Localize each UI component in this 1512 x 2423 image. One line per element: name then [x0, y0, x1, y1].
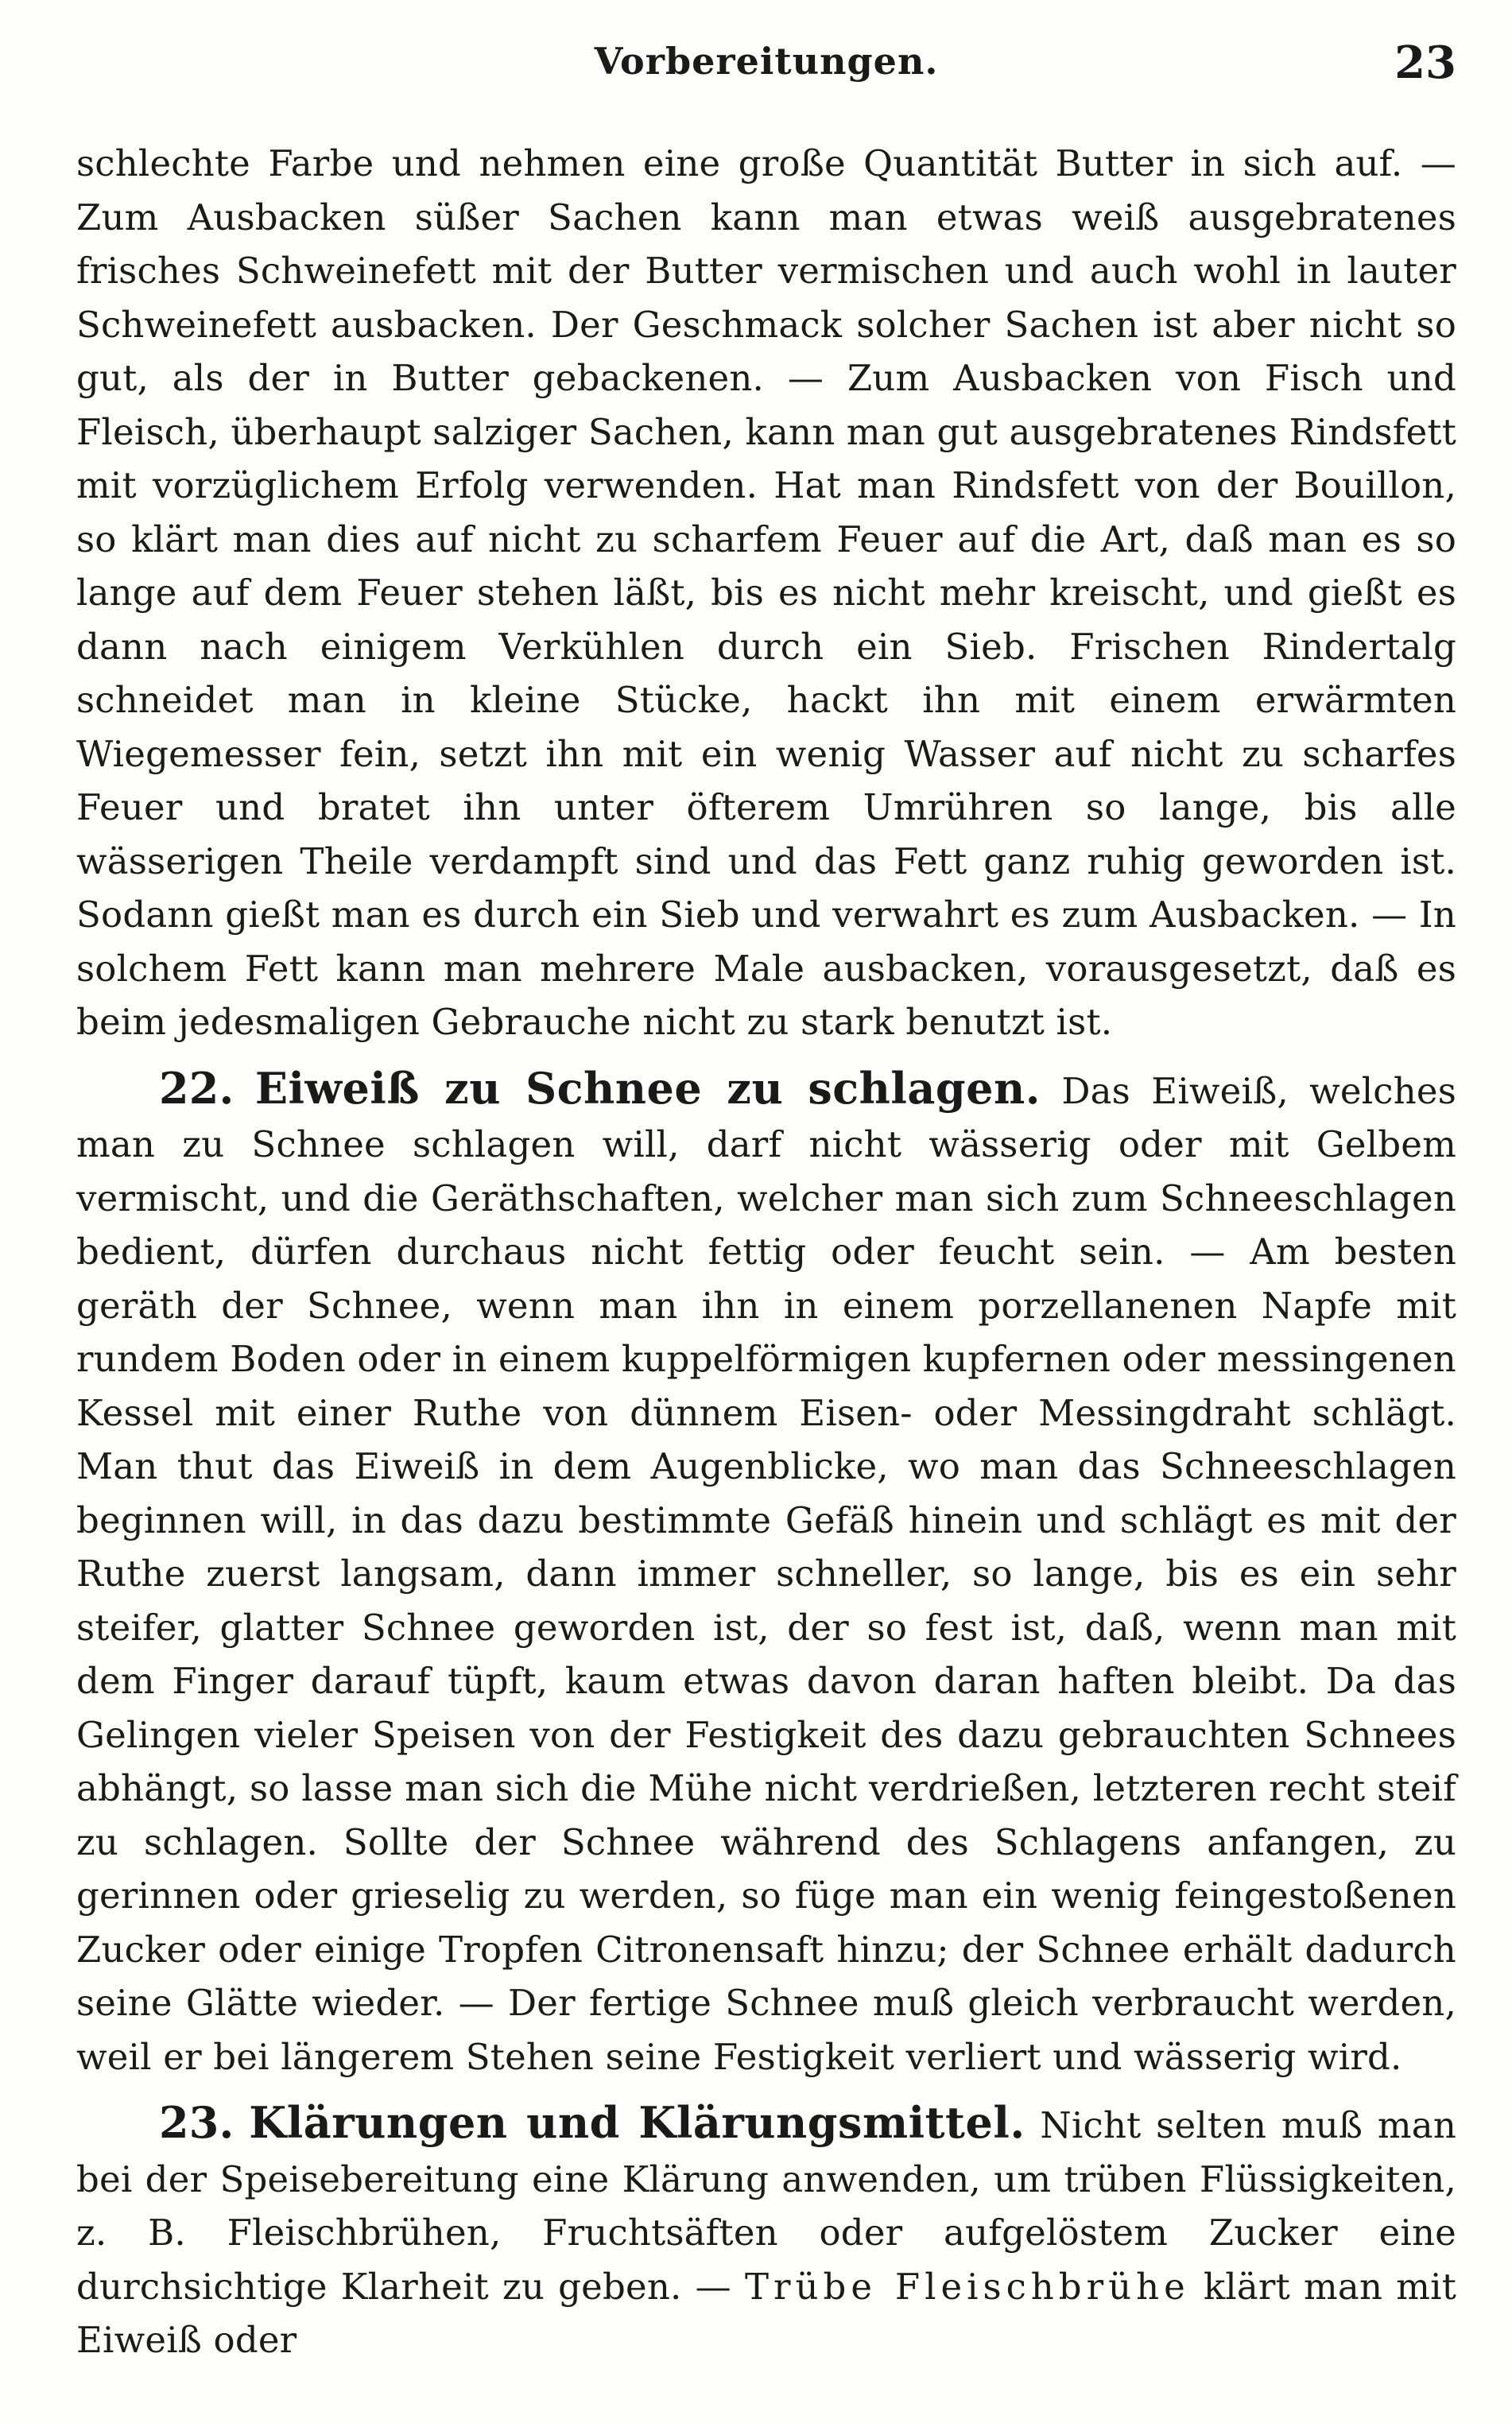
section-number: 22. — [159, 1062, 235, 1114]
section-number: 23. — [159, 2097, 235, 2148]
section-text-continued: klärt man mit Eiweiß oder — [76, 2265, 1457, 2361]
section-title: Klärungen und Klärungsmittel. — [249, 2097, 1025, 2148]
paragraph-fat-continuation: schlechte Farbe und nehmen eine große Quantität Butter in sich auf. — Zum Ausbacken süßer Sachen kann man etwas weiß ausgebratenes frisches Schweinefett mit der Butter vermischen und auch wohl in lauter Schweinefett ausbacken. Der Geschmack solcher Sachen ist aber nicht so gut, als der in Butter gebackenen. — Zum Ausbacken von Fisch und Fleisch, überhaupt salziger Sachen, kann man gut ausgebratenes Rindsfett mit vorzüglichem Erfolg verwenden. Hat man Rindsfett von der Bouillon, so klärt man dies auf nicht zu scharfem Feuer auf die Art, daß man es so lange auf dem Feuer stehen läßt, bis es nicht mehr kreischt, und gießt es dann nach einigem Verkühlen durch ein Sieb. Frischen Rindertalg schneidet man in kleine Stücke, hackt ihn mit einem erwärmten Wiegemesser fein, setzt ihn mit ein wenig Wasser auf nicht zu scharfes Feuer und bratet ihn unter öfterem Umrühren so lange, bis alle wässerigen Theile verdampft sind und das Fett ganz ruhig geworden ist. Sodann gießt man es durch ein Sieb und verwahrt es zum Ausbacken. — In solchem Fett kann man mehrere Male ausbacken, vorausgesetzt, daß es beim jedesmaligen Gebrauche nicht zu stark benutzt ist. — [76, 142, 1456, 1043]
section-title: Eiweiß zu Schnee zu schlagen. — [254, 1062, 1041, 1114]
section-text: Das Eiweiß, welches man zu Schnee schlagen will, darf nicht wässerig oder mit Gelbem vermischt, und die Geräthschaften, welcher man sich zum Schneeschlagen bedient, dürfen durchaus nicht fettig oder feucht sein. — Am besten geräth der Schnee, wenn man ihn in einem porzellanenen Napfe mit rundem Boden oder in einem kuppelförmigen kupfernen oder messingenen Kessel mit einer Ruthe von dünnem Eisen- oder Messingdraht schlägt. Man thut das Eiweiß in dem Augenblicke, wo man das Schneeschlagen beginnen will, in das dazu bestimmte Gefäß hinein und schlägt es mit der Ruthe zuerst langsam, dann immer schneller, so lange, bis es ein sehr steifer, glatter Schnee geworden ist, der so fest ist, daß, wenn man mit dem Finger darauf tüpft, kaum etwas davon daran haften bleibt. Da das Gelingen vieler Speisen von der Festigkeit des dazu gebrauchten Schnees abhängt, so lasse man sich die Mühe nicht verdrießen, letzteren recht steif zu schlagen. Sollte der Schnee während des Schlagens anfangen, zu gerinnen oder grieselig zu werden, so füge man ein wenig feingestoßenen Zucker oder einige Tropfen Citronensaft hinzu; der Schnee erhält dadurch seine Glätte wieder. — Der fertige Schnee muß gleich verbraucht werden, weil er bei längerem Stehen seine Festigkeit verliert und wässerig wird. — [76, 1069, 1456, 2078]
page-header — [76, 32, 1456, 95]
page-number: 23 — [1394, 37, 1456, 89]
page-body — [76, 137, 1456, 2367]
section-22 — [76, 1062, 1456, 2084]
spaced-emphasis: Trübe Fleischbrühe — [745, 2265, 1190, 2308]
running-head: Vorbereitungen. — [594, 40, 939, 83]
section-23 — [76, 2096, 1456, 2367]
section-text: Nicht selten muß man bei der Speisebereitung eine Klärung anwenden, um trüben Flüssigkeiten, z. B. Fleischbrühen, Fruchtsäften oder aufgelöstem Zucker eine durchsichtige Klarheit zu geben. — — [76, 2104, 1456, 2308]
